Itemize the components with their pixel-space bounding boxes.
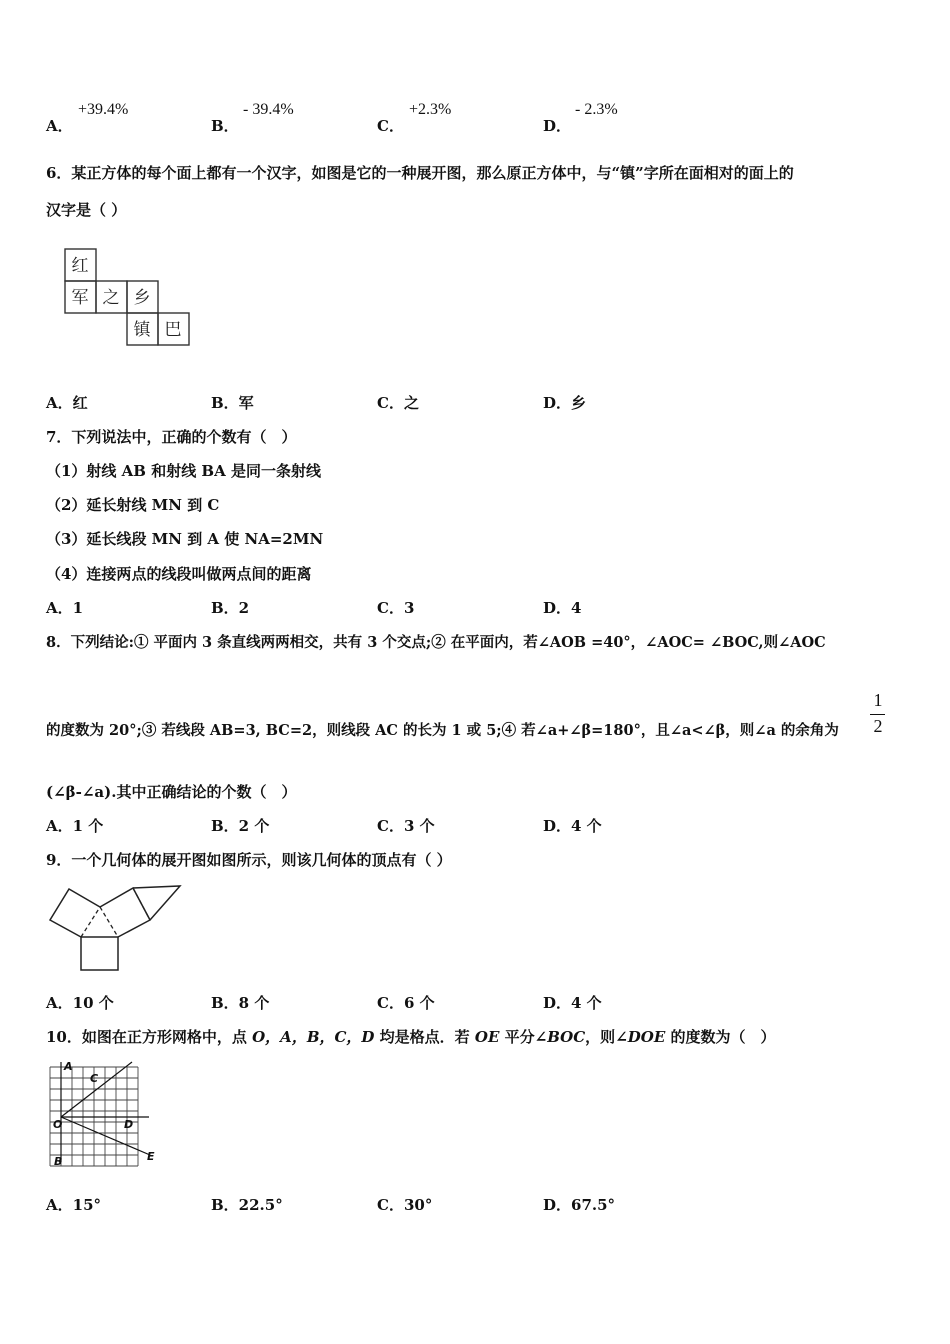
q10-option-c[interactable]: C．30° bbox=[377, 1196, 433, 1214]
net-char-jun: 军 bbox=[71, 288, 89, 308]
q7-stem: 7．下列说法中，正确的个数有（ ） bbox=[46, 428, 297, 446]
q9-option-d[interactable]: D．4 个 bbox=[543, 994, 602, 1012]
q7-option-b[interactable]: B．2 bbox=[211, 599, 250, 617]
q7-statement-3: （3）延长线段 MN 到 A 使 NA=2MN bbox=[46, 530, 324, 548]
q10-angle-boc: ∠BOC bbox=[534, 1028, 586, 1046]
q8-option-c[interactable]: C．3 个 bbox=[377, 817, 435, 835]
q10-stem-text-2: 均是格点．若 bbox=[374, 1028, 475, 1046]
q5-option-d-value: - 2.3% bbox=[575, 101, 618, 118]
q6-stem-line2: 汉字是（ ） bbox=[46, 201, 127, 219]
net-left-face bbox=[50, 889, 100, 937]
net-char-zhen: 镇 bbox=[133, 320, 151, 340]
q6-stem-line1: 6．某正方体的每个面上都有一个汉字，如图是它的一种展开图，那么原正方体中，与“镇”字所在面相对的面上的 bbox=[46, 164, 794, 182]
q10-stem-text-4: ，则 bbox=[585, 1028, 616, 1046]
q8-option-d[interactable]: D．4 个 bbox=[543, 817, 602, 835]
net-right-tail bbox=[133, 886, 180, 920]
grid-figure bbox=[44, 1058, 160, 1170]
q8-stem-line1: 8．下列结论:① 平面内 3 条直线两两相交，共有 3 个交点;② 在平面内，若∠AOB =40°，∠AOC= ∠BOC,则∠AOC bbox=[46, 634, 826, 651]
q7-statement-2: （2）延长射线 MN 到 C bbox=[46, 496, 220, 514]
cube-net-figure bbox=[64, 248, 190, 346]
q10-ray-oe: OE bbox=[474, 1028, 500, 1046]
fraction-bar bbox=[870, 714, 885, 715]
label-b: B bbox=[54, 1155, 63, 1168]
q7-option-a[interactable]: A．1 bbox=[46, 599, 84, 617]
q9-option-c[interactable]: C．6 个 bbox=[377, 994, 435, 1012]
fraction-denominator: 2 bbox=[873, 716, 883, 736]
q10-stem-text-3: 平分 bbox=[499, 1028, 535, 1046]
q10-stem bbox=[46, 1026, 776, 1047]
net-char-xiang: 乡 bbox=[133, 288, 151, 308]
q5-option-a-letter[interactable]: A． bbox=[46, 117, 73, 135]
q9-stem: 9．一个几何体的展开图如图所示，则该几何体的顶点有（ ） bbox=[46, 851, 452, 869]
ray-oe bbox=[61, 1117, 150, 1155]
q10-points: O，A，B，C，D bbox=[252, 1028, 375, 1046]
fraction-numerator: 1 bbox=[873, 690, 883, 710]
net-char-ba: 巴 bbox=[164, 320, 182, 340]
q7-option-d[interactable]: D．4 bbox=[543, 599, 582, 617]
q7-statement-4: （4）连接两点的线段叫做两点间的距离 bbox=[46, 565, 312, 583]
q7-statement-1: （1）射线 AB 和射线 BA 是同一条射线 bbox=[46, 462, 321, 480]
label-o: O bbox=[53, 1118, 63, 1131]
q6-option-a[interactable]: A．红 bbox=[46, 394, 88, 412]
q7-option-c[interactable]: C．3 bbox=[377, 599, 415, 617]
q5-option-b-letter[interactable]: B． bbox=[211, 117, 239, 135]
net-char-zhi: 之 bbox=[102, 288, 120, 308]
label-a: A bbox=[64, 1060, 73, 1073]
q6-option-c[interactable]: C．之 bbox=[377, 394, 419, 412]
q10-angle-doe: ∠DOE bbox=[615, 1028, 666, 1046]
solid-net-figure bbox=[46, 882, 186, 976]
net-square-base bbox=[81, 937, 118, 970]
q9-option-a[interactable]: A．10 个 bbox=[46, 994, 114, 1012]
q6-option-d[interactable]: D．乡 bbox=[543, 394, 587, 412]
label-e: E bbox=[147, 1150, 155, 1163]
q5-option-d-letter[interactable]: D． bbox=[543, 117, 572, 135]
net-dashed-edge-1 bbox=[81, 907, 100, 937]
label-c: C bbox=[90, 1072, 99, 1085]
net-char-hong: 红 bbox=[71, 256, 89, 276]
net-dashed-edge-2 bbox=[100, 907, 118, 937]
q5-option-a-value: +39.4% bbox=[78, 101, 129, 118]
q10-option-d[interactable]: D．67.5° bbox=[543, 1196, 616, 1214]
q9-option-b[interactable]: B．8 个 bbox=[211, 994, 270, 1012]
q10-stem-text-1: 10．如图在正方形网格中，点 bbox=[46, 1028, 253, 1046]
q8-stem-line3: (∠β-∠a).其中正确结论的个数（ ） bbox=[46, 783, 297, 801]
label-d: D bbox=[124, 1118, 134, 1131]
q6-option-b[interactable]: B．军 bbox=[211, 394, 254, 412]
q8-stem-line2: 的度数为 20°;③ 若线段 AB=3, BC=2，则线段 AC 的长为 1 或 5;④ 若∠a+∠β=180°，且∠a<∠β，则∠a 的余角为 bbox=[46, 722, 839, 739]
q10-option-b[interactable]: B．22.5° bbox=[211, 1196, 283, 1214]
q5-option-c-value: +2.3% bbox=[409, 101, 452, 118]
q5-option-b-value: - 39.4% bbox=[243, 101, 294, 118]
q10-stem-text-5: 的度数为（ ） bbox=[665, 1028, 776, 1046]
q8-option-b[interactable]: B．2 个 bbox=[211, 817, 270, 835]
q8-option-a[interactable]: A．1 个 bbox=[46, 817, 104, 835]
q10-option-a[interactable]: A．15° bbox=[46, 1196, 102, 1214]
net-right-face bbox=[100, 888, 150, 937]
q5-option-c-letter[interactable]: C． bbox=[377, 117, 404, 135]
